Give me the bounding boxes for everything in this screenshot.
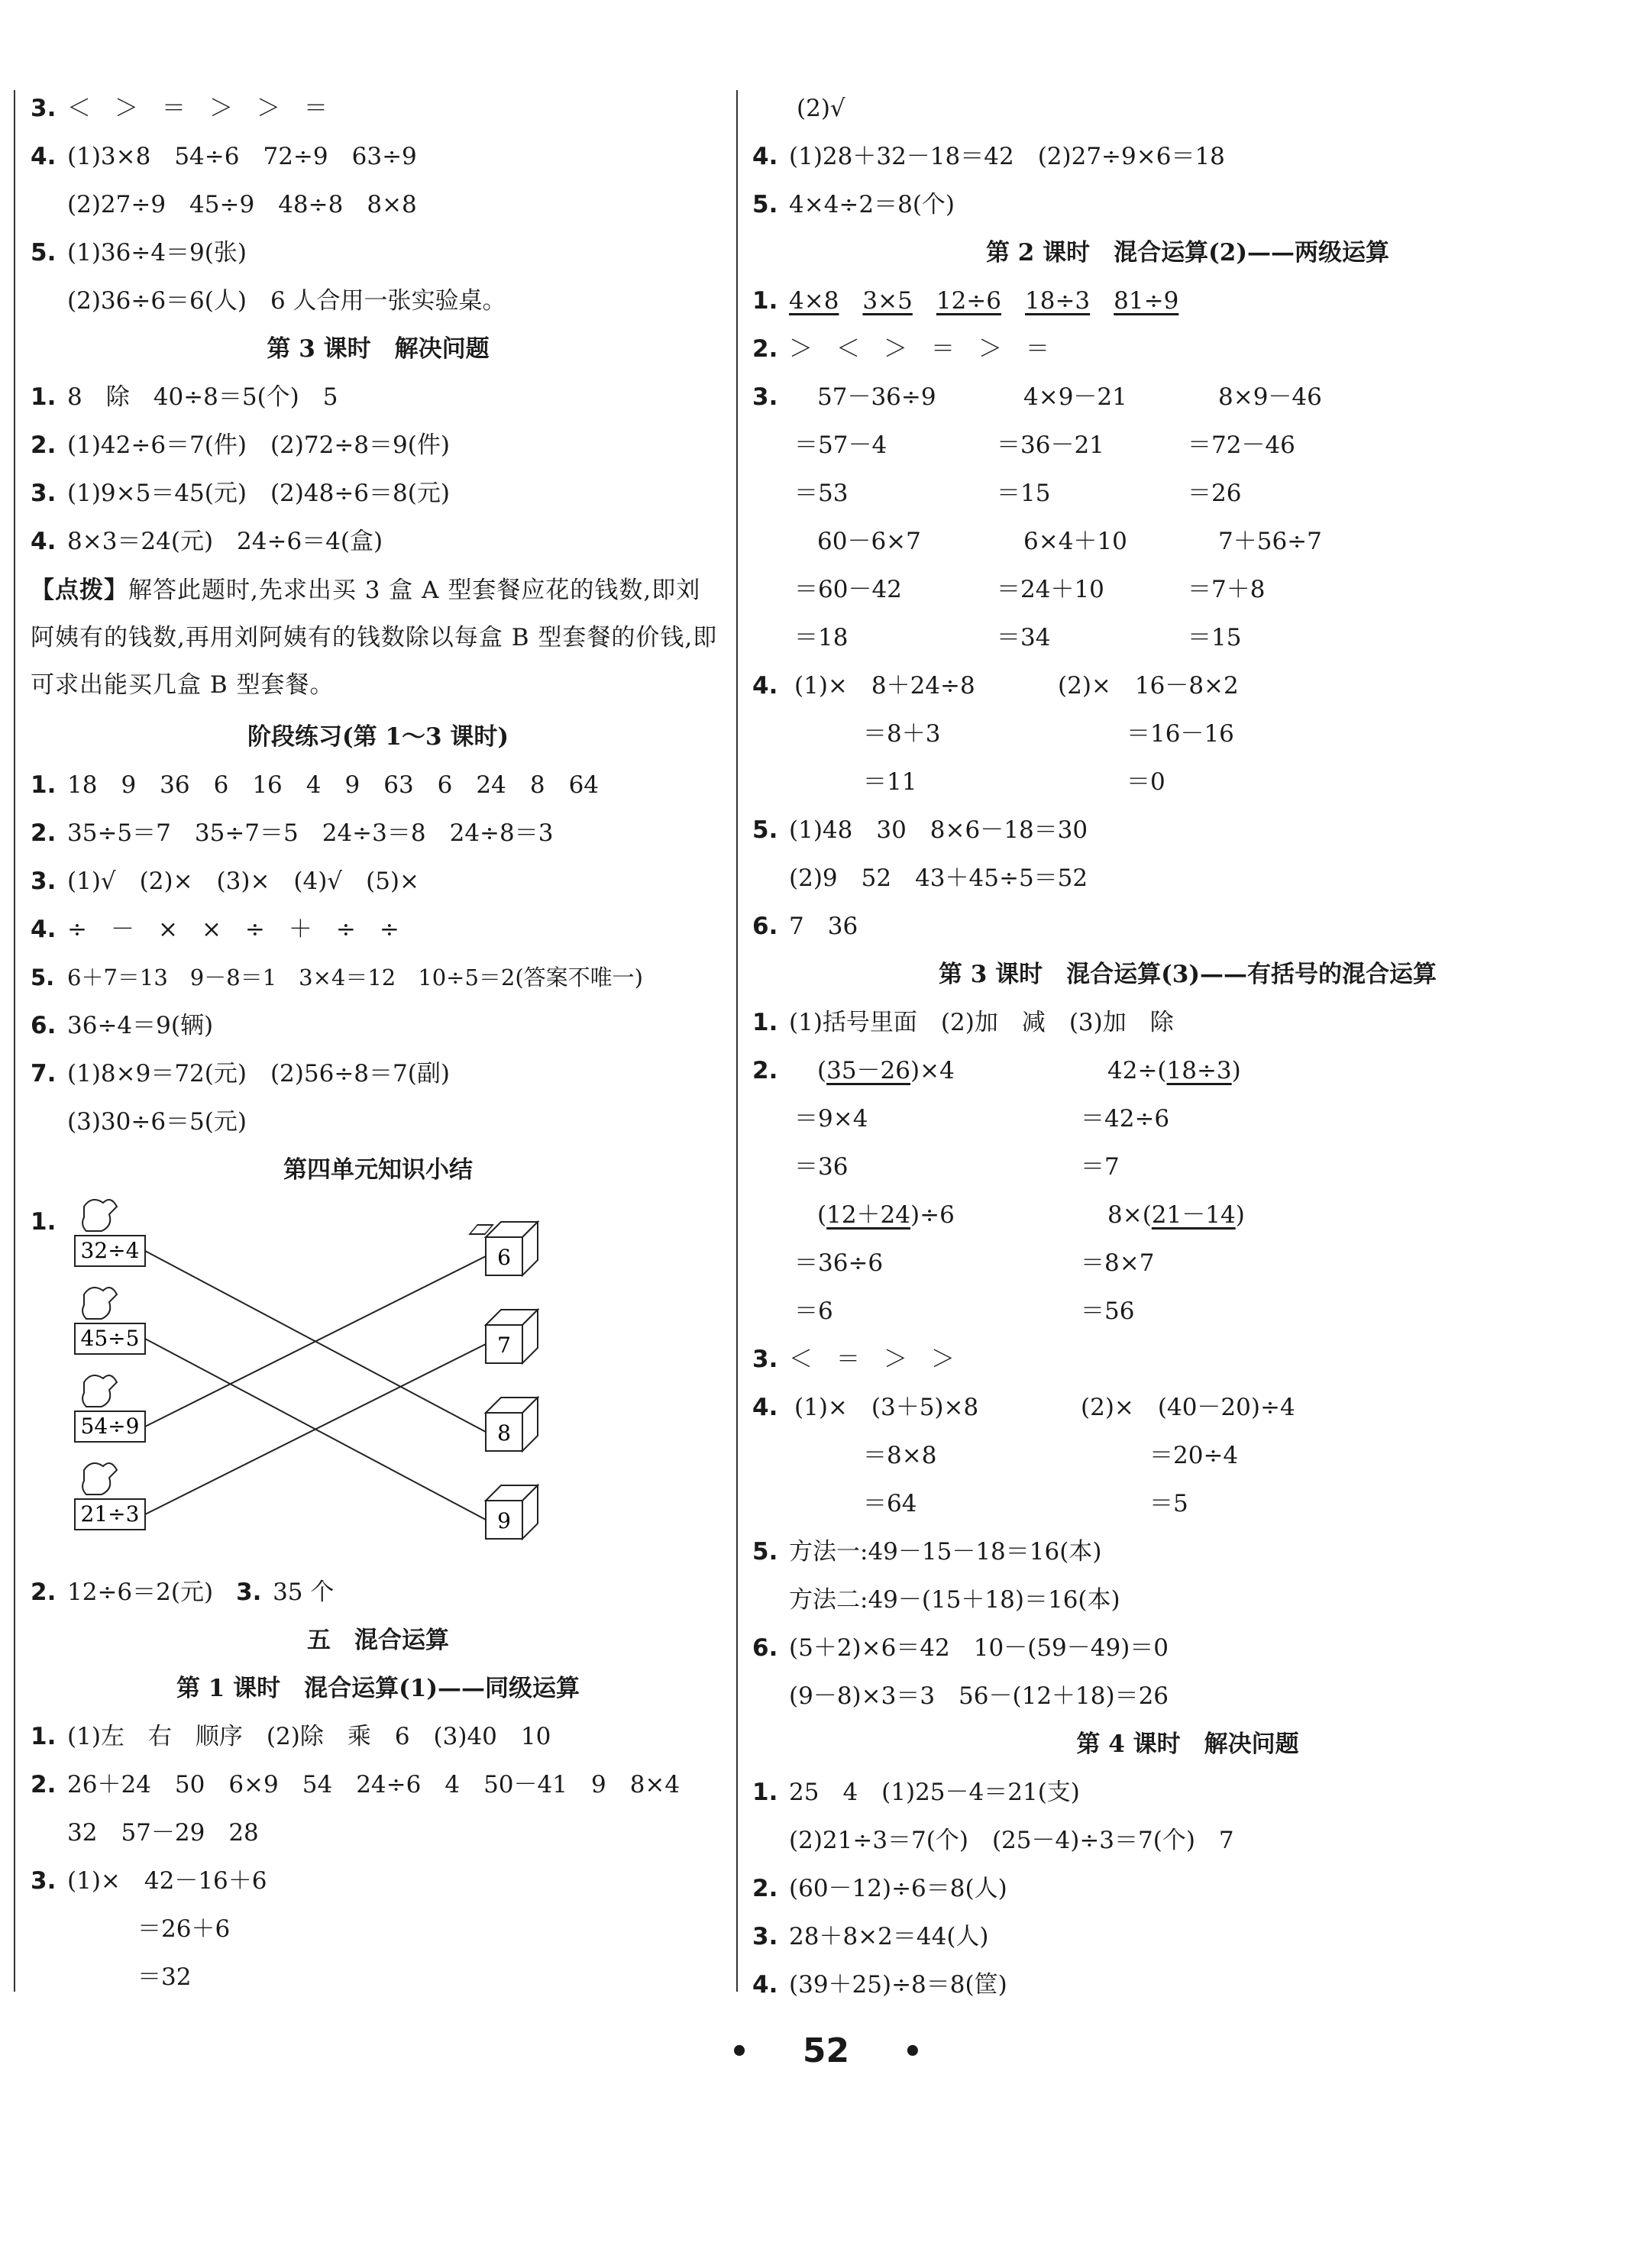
answer-line: 4. (1)28＋32－18＝42 (2)27÷9×6＝18 xyxy=(752,143,1225,170)
calc-step: ＝42÷6 xyxy=(1081,1105,1170,1133)
section-heading: 第 3 课时 混合运算(3)——有括号的混合运算 xyxy=(938,961,1437,988)
question-number: 3. xyxy=(752,383,778,411)
calc-step: ＝15 xyxy=(1188,624,1242,651)
calc-step: ＝5 xyxy=(1149,1490,1188,1517)
answer-line: 6. (5＋2)×6＝42 10－(59－49)＝0 xyxy=(752,1634,1169,1662)
answer-line: 1. 18 9 36 6 16 4 9 63 6 24 8 64 xyxy=(31,771,600,799)
calc-step: (35－26)×4 xyxy=(817,1057,955,1084)
tip-paragraph xyxy=(31,567,718,709)
page-number: 52 xyxy=(802,2031,850,2070)
box-card-4 xyxy=(486,1485,538,1539)
calc-step: ＝72－46 xyxy=(1188,431,1295,459)
section-heading: 第 3 课时 解决问题 xyxy=(267,335,490,363)
answer-line: 3. (1)√ (2)× (3)× (4)√ (5)× xyxy=(31,868,419,895)
calc-step: ＝8×7 xyxy=(1081,1249,1155,1277)
bird-card-3 xyxy=(75,1375,145,1442)
calc-step: (2)× 16－8×2 xyxy=(1058,672,1239,700)
calc-step: 8×(21－14) xyxy=(1107,1201,1245,1229)
answer-line: (2)27÷9 45÷9 48÷8 8×8 xyxy=(67,191,417,218)
calc-step: 4×9－21 xyxy=(1023,383,1127,411)
question-number: 4. xyxy=(752,672,778,700)
question-number: 2. xyxy=(752,1057,778,1084)
calc-step: ＝36÷6 xyxy=(794,1249,884,1277)
calc-step: (1)× (3＋5)×8 xyxy=(794,1394,979,1421)
box-label: 7 xyxy=(497,1333,511,1358)
calc-step: ＝64 xyxy=(863,1490,917,1517)
calc-step: ＝6 xyxy=(794,1297,833,1325)
bird-icon xyxy=(82,1200,117,1231)
calc-step: ＝26 xyxy=(1188,480,1242,507)
answer-line: (9－8)×3＝3 56－(12＋18)＝26 xyxy=(789,1682,1169,1710)
box-label: 9 xyxy=(497,1508,511,1533)
matching-diagram xyxy=(31,1191,580,1558)
bird-card-4 xyxy=(75,1463,145,1530)
box-card-3 xyxy=(486,1398,538,1451)
section-heading: 第四单元知识小结 xyxy=(283,1156,473,1184)
bird-label: 21÷3 xyxy=(80,1501,140,1527)
answer-line: 1. (1)左 右 顺序 (2)除 乘 6 (3)40 10 xyxy=(31,1723,551,1750)
tip-label: 【点拨】 xyxy=(31,577,128,604)
answer-line: 5. 方法一:49－15－18＝16(本) xyxy=(752,1538,1102,1566)
answer-line: 5. (1)48 30 8×6－18＝30 xyxy=(752,816,1088,844)
answer-line: 6. 7 36 xyxy=(752,913,858,940)
answer-line: 2. (1)42÷6＝7(件) (2)72÷8＝9(件) xyxy=(31,431,450,459)
answer-line: 32 57－29 28 xyxy=(67,1819,259,1847)
bird-card-2 xyxy=(75,1288,145,1354)
answer-line: ＝32 xyxy=(137,1963,192,1991)
answer-line: 3. 28＋8×2＝44(人) xyxy=(752,1923,989,1950)
answer-line: 3. (1)9×5＝45(元) (2)48÷6＝8(元) xyxy=(31,480,450,507)
match-line xyxy=(145,1344,486,1514)
tip-text: 解答此题时,先求出买 3 盒 A 型套餐应花的钱数,即刘阿姨有的钱数,再用刘阿姨有的钱数除以每盒 B 型套餐的价钱,即可求出能买几盒 B 型套餐。 xyxy=(31,577,718,699)
answer-line: ＝26＋6 xyxy=(137,1915,231,1943)
section-heading: 第 1 课时 混合运算(1)——同级运算 xyxy=(176,1675,580,1702)
calc-step: ＝7＋8 xyxy=(1188,576,1266,603)
section-heading: 第 2 课时 混合运算(2)——两级运算 xyxy=(985,239,1390,267)
bullet-icon: • xyxy=(903,2034,923,2070)
calc-step: ＝20÷4 xyxy=(1149,1442,1239,1469)
answer-line: 1. 8 除 40÷8＝5(个) 5 xyxy=(31,383,338,411)
answer-line: 5. 4×4÷2＝8(个) xyxy=(752,191,955,218)
answer-line: 6. 36÷4＝9(辆) xyxy=(31,1012,214,1039)
answer-line: 方法二:49－(15＋18)＝16(本) xyxy=(789,1586,1120,1614)
box-label: 6 xyxy=(497,1245,511,1270)
box-card-1 xyxy=(470,1222,538,1275)
left-margin-rule xyxy=(14,90,15,1992)
bird-label: 32÷4 xyxy=(80,1238,140,1263)
calc-step: ＝36 xyxy=(794,1153,849,1181)
calc-step: ＝16－16 xyxy=(1127,720,1234,748)
calc-step: ＝15 xyxy=(997,480,1051,507)
answer-line: 1. 25 4 (1)25－4＝21(支) xyxy=(752,1779,1080,1806)
calc-step: ＝8×8 xyxy=(863,1442,937,1469)
answer-line: (2)9 52 43＋45÷5＝52 xyxy=(789,864,1088,892)
question-number: 1. xyxy=(31,1208,57,1236)
answer-line: (2)√ xyxy=(797,95,845,122)
calc-step: (12＋24)÷6 xyxy=(817,1201,955,1229)
answer-line: 2. 35÷5＝7 35÷7＝5 24÷3＝8 24÷8＝3 xyxy=(31,819,554,847)
bird-label: 45÷5 xyxy=(80,1326,140,1351)
answer-line: 4. ÷ － × × ÷ ＋ ÷ ÷ xyxy=(31,916,399,943)
bird-icon xyxy=(82,1463,117,1495)
unit-heading: 五 混合运算 xyxy=(307,1627,449,1654)
calc-step: 8×9－46 xyxy=(1218,383,1322,411)
question-number: 4. xyxy=(752,1394,778,1421)
calc-step: ＝53 xyxy=(794,480,849,507)
bird-card-1 xyxy=(75,1200,145,1266)
bird-icon xyxy=(82,1288,117,1319)
calc-step: ＝11 xyxy=(863,768,917,796)
calc-step: ＝9×4 xyxy=(794,1105,868,1133)
calc-step: (2)× (40－20)÷4 xyxy=(1081,1394,1295,1421)
answer-line: (2)21÷3＝7(个) (25－4)÷3＝7(个) 7 xyxy=(789,1827,1234,1854)
calc-step: 7＋56÷7 xyxy=(1218,528,1322,555)
answer-line: 2. (60－12)÷6＝8(人) xyxy=(752,1875,1007,1902)
calc-step: 60－6×7 xyxy=(817,528,921,555)
bullet-icon: • xyxy=(729,2034,749,2070)
calc-step: 6×4＋10 xyxy=(1023,528,1127,555)
answer-line: 4. (1)3×8 54÷6 72÷9 63÷9 xyxy=(31,143,417,170)
answer-line: 2. 12÷6＝2(元) 3. 35 个 xyxy=(31,1579,335,1606)
page-footer xyxy=(0,2031,1652,2070)
calc-step: ＝36－21 xyxy=(997,431,1104,459)
calc-step: ＝57－4 xyxy=(794,431,887,459)
calc-step: 57－36÷9 xyxy=(817,383,936,411)
answer-line: 5. (1)36÷4＝9(张) xyxy=(31,239,247,267)
answer-line: 2. 26＋24 50 6×9 54 24÷6 4 50－41 9 8×4 xyxy=(31,1771,681,1798)
answer-line: 3. (1)× 42－16＋6 xyxy=(31,1867,267,1895)
bird-icon xyxy=(82,1375,117,1407)
calc-step: 42÷(18÷3) xyxy=(1107,1057,1241,1084)
answer-line: 4. 8×3＝24(元) 24÷6＝4(盒) xyxy=(31,528,383,555)
calc-step: ＝8＋3 xyxy=(863,720,941,748)
match-line xyxy=(145,1256,486,1427)
box-card-2 xyxy=(486,1310,538,1363)
answer-line: 5. 6＋7＝13 9－8＝1 3×4＝12 10÷5＝2(答案不唯一) xyxy=(31,965,643,990)
answer-line: (3)30÷6＝5(元) xyxy=(67,1108,247,1136)
bird-label: 54÷9 xyxy=(80,1414,140,1439)
section-heading: 第 4 课时 解决问题 xyxy=(1076,1730,1299,1758)
answer-line: (2)36÷6＝6(人) 6 人合用一张实验桌。 xyxy=(67,287,506,315)
calc-step: ＝34 xyxy=(997,624,1051,651)
calc-step: ＝18 xyxy=(794,624,849,651)
calc-step: ＝60－42 xyxy=(794,576,902,603)
column-divider xyxy=(736,90,738,1992)
calc-step: (1)× 8＋24÷8 xyxy=(794,672,975,700)
answer-line: 7. (1)8×9＝72(元) (2)56÷8＝7(副) xyxy=(31,1060,450,1087)
calc-step: ＝56 xyxy=(1081,1297,1135,1325)
calc-step: ＝0 xyxy=(1127,768,1165,796)
calc-step: ＝7 xyxy=(1081,1153,1120,1181)
box-label: 8 xyxy=(497,1420,511,1446)
section-heading: 阶段练习(第 1～3 课时) xyxy=(247,723,509,751)
answer-line: 1. (1)括号里面 (2)加 减 (3)加 除 xyxy=(752,1009,1174,1036)
answer-line: 4. (39＋25)÷8＝8(筐) xyxy=(752,1971,1007,1999)
answer-line: 2. ＞ ＜ ＞ ＝ ＞ ＝ xyxy=(752,335,1049,363)
answer-line: 3. ＜ ＞ ＝ ＞ ＞ ＝ xyxy=(31,95,328,122)
answer-line: 3. ＜ ＝ ＞ ＞ xyxy=(752,1346,955,1373)
calc-step: ＝24＋10 xyxy=(997,576,1104,603)
answer-line: 1. 4×8 3×5 12÷6 18÷3 81÷9 xyxy=(752,287,1179,315)
